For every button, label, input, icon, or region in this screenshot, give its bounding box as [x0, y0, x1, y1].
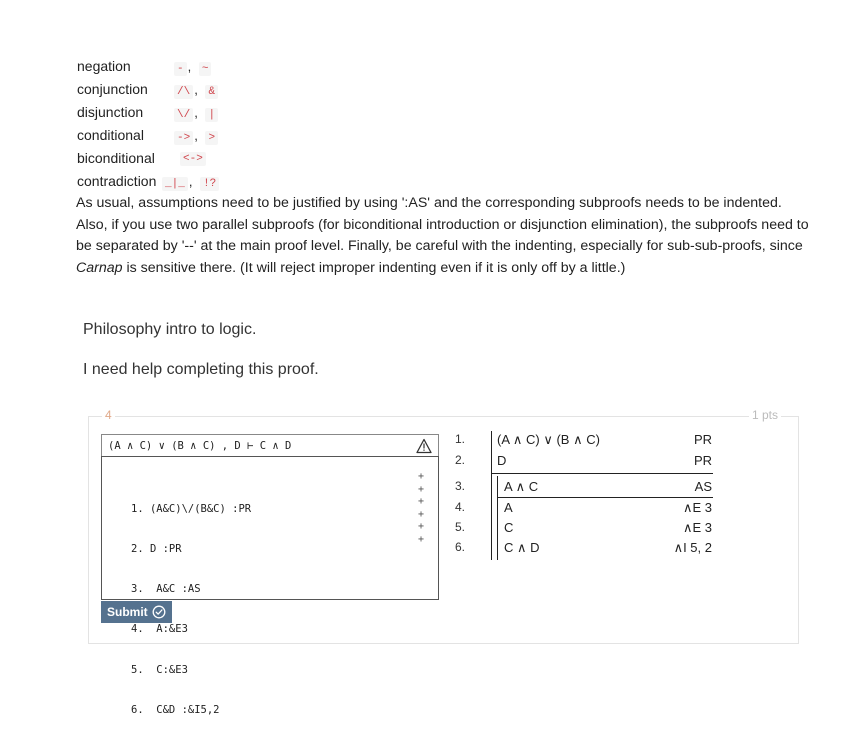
exercise-number: 4 [102, 408, 115, 422]
question-line-2: I need help completing this proof. [83, 361, 319, 378]
proof-line-justification: ∧E 3 [682, 520, 712, 535]
proof-line-number: 6. [455, 540, 466, 554]
submit-label: Submit [107, 605, 148, 619]
proof-line [455, 479, 725, 499]
proof-line [455, 453, 725, 473]
symbol-label: disjunction [77, 104, 144, 120]
symbol-code: !? [200, 177, 219, 191]
editor-line[interactable]: 5. C:&E3 [131, 663, 188, 676]
rendered-proof [455, 428, 725, 568]
check-circle-icon [152, 605, 166, 619]
symbol-code: > [205, 131, 218, 145]
editor-line[interactable]: 2. D :PR [131, 543, 182, 556]
proof-line-justification: PR [693, 432, 712, 447]
line-status-plus-icon: + [418, 508, 425, 520]
premise-divider [491, 473, 713, 474]
proof-line-number: 3. [455, 479, 466, 493]
symbol-code: ~ [199, 62, 212, 76]
editor-line[interactable]: 3. A&C :AS [131, 583, 201, 596]
goal-sequent-box [101, 434, 439, 457]
symbol-label: negation [77, 58, 131, 74]
proof-line-number: 4. [455, 500, 466, 514]
symbol-label: contradiction [77, 173, 157, 189]
symbol-label: conditional [77, 127, 144, 143]
instructions-paragraph: As usual, assumptions need to be justified by using ':AS' and the corresponding subproofs needs to be indented. Also, if you use two parallel subproofs (for biconditional introduction or disjunction elimination), the subproofs need to be separated by '--' at the main proof level. Finally, be careful with the indenting, especially for sub-sub-proofs, since Carnap is sensitive there. (It will reject improper indenting even if it is only off by a little.) [76, 195, 809, 276]
symbol-code: | [205, 108, 218, 122]
line-status-column [418, 471, 424, 547]
proof-line-formula: C ∧ D [504, 540, 540, 555]
proof-line-formula: A ∧ C [504, 479, 539, 494]
symbol-code: -> [174, 131, 193, 145]
symbol-label: conjunction [77, 81, 148, 97]
proof-line [455, 432, 725, 452]
symbol-code: - [174, 62, 187, 76]
symbol-label: biconditional [77, 150, 155, 166]
submit-button[interactable] [101, 601, 172, 623]
editor-line[interactable]: 4. A:&E3 [131, 623, 188, 636]
proof-line-number: 5. [455, 520, 466, 534]
proof-line [455, 500, 725, 520]
proof-line-formula: (A ∧ C) ∨ (B ∧ C) [497, 432, 600, 447]
symbol-code: & [205, 85, 218, 99]
line-status-plus-icon: + [418, 533, 425, 545]
symbol-code: \/ [174, 108, 193, 122]
proof-line [455, 520, 725, 540]
proof-line-formula: D [497, 453, 507, 468]
symbol-code: <-> [180, 152, 206, 166]
goal-sequent: (A ∧ C) ∨ (B ∧ C) , D ⊢ C ∧ D [108, 440, 292, 452]
proof-line-number: 1. [455, 432, 466, 446]
editor-line[interactable]: 6. C&D :&I5,2 [131, 703, 220, 716]
carnap-name: Carnap [76, 259, 123, 276]
line-status-plus-icon: + [418, 483, 425, 495]
exercise-points: 1 pts [749, 408, 781, 422]
symbol-code: /\ [174, 85, 193, 99]
proof-line-justification: ∧I 5, 2 [673, 540, 712, 555]
warning-icon[interactable] [416, 438, 432, 454]
proof-line-formula: A [504, 500, 513, 515]
symbol-code: _|_ [162, 177, 188, 191]
proof-line-formula: C [504, 520, 514, 535]
editor-line[interactable]: 1. (A&C)\/(B&C) :PR [131, 502, 252, 515]
line-status-plus-icon: + [418, 496, 425, 508]
proof-line-justification: ∧E 3 [682, 500, 712, 515]
proof-line-justification: PR [693, 453, 712, 468]
question-line-1: Philosophy intro to logic. [83, 321, 257, 338]
line-status-plus-icon: + [418, 471, 425, 482]
proof-line-number: 2. [455, 453, 466, 467]
proof-line [455, 540, 725, 560]
line-status-plus-icon: + [418, 521, 425, 533]
proof-line-justification: AS [694, 479, 712, 494]
